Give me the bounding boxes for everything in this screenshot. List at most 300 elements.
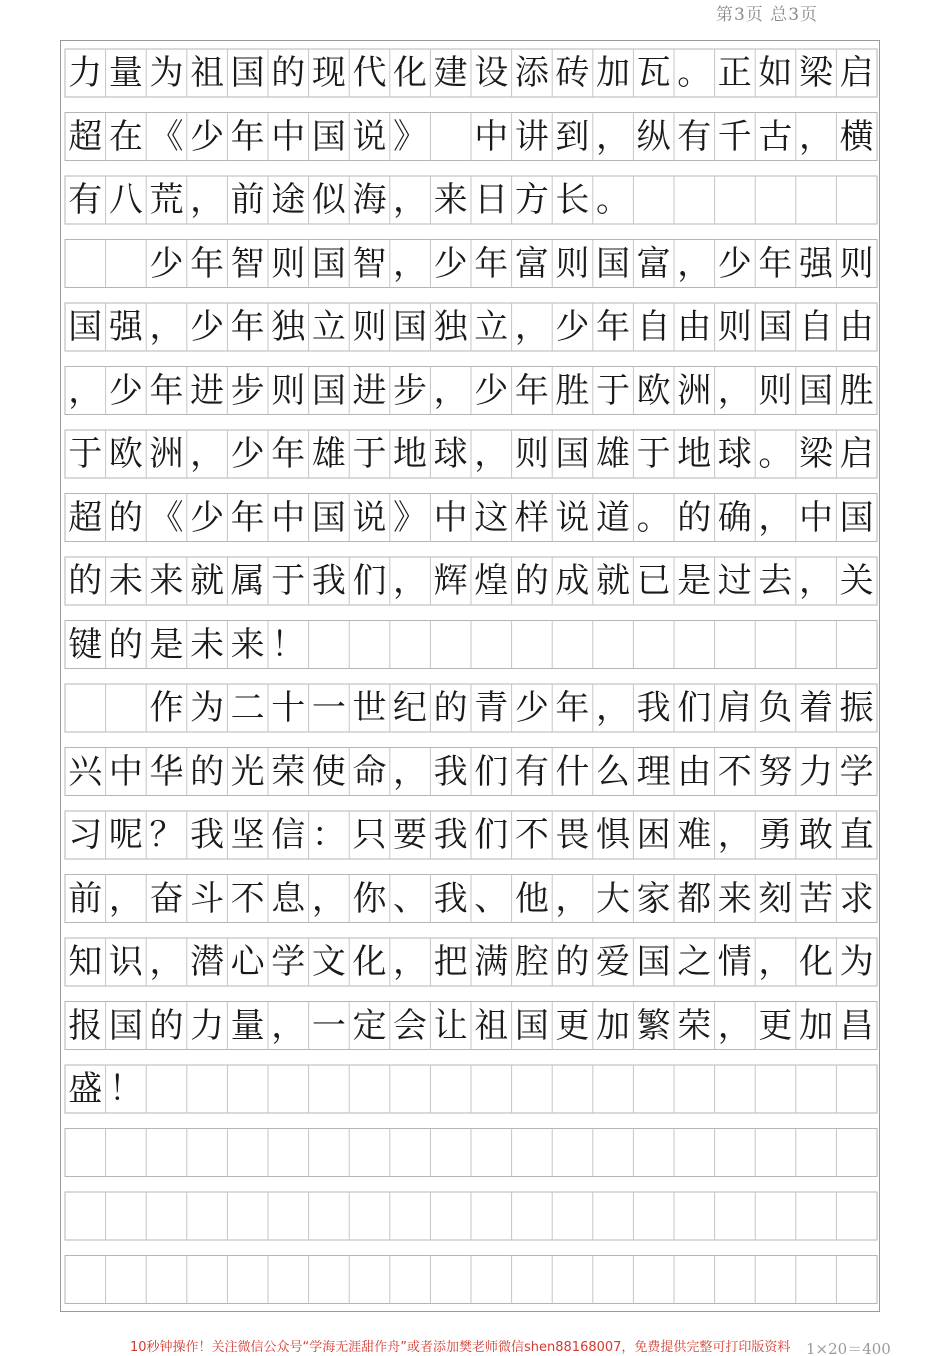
essay-row — [65, 621, 877, 669]
grid-cell — [674, 176, 715, 224]
grid-cell — [106, 1256, 147, 1304]
grid-cell: 的 — [108, 497, 143, 538]
grid-cell — [268, 1129, 309, 1177]
grid-cell: 球 — [717, 434, 752, 474]
grid-cell: 智 — [230, 243, 265, 284]
grid-cell: 少 — [230, 434, 265, 474]
grid-cell: 来 — [433, 180, 468, 220]
grid-cell: 成 — [555, 561, 590, 601]
grid-cell — [836, 1065, 877, 1113]
grid-cell: 化 — [798, 942, 833, 982]
grid-cell: 只 — [352, 815, 387, 855]
grid-cell — [552, 1192, 593, 1240]
grid-cell: 学 — [839, 751, 874, 792]
grid-cell: 报 — [68, 1005, 103, 1046]
grid-cell — [796, 621, 837, 669]
grid-cell: 为 — [149, 53, 184, 93]
grid-cell — [309, 1256, 350, 1304]
grid-cell: 于 — [271, 561, 306, 601]
grid-cell: 定 — [352, 1005, 387, 1046]
grid-cell: 这 — [474, 497, 509, 538]
grid-cell: 代 — [352, 53, 387, 93]
grid-cell: 十 — [271, 688, 306, 728]
grid-cell: 力 — [190, 1005, 225, 1046]
grid-cell: 添 — [514, 53, 549, 93]
grid-cell — [430, 1256, 471, 1304]
grid-cell — [268, 1065, 309, 1113]
grid-cell: 、 — [393, 878, 428, 919]
grid-cell — [471, 621, 512, 669]
grid-cell: 。 — [758, 434, 793, 474]
grid-cell: 于 — [636, 434, 671, 474]
composition-grid-paper — [60, 40, 880, 1312]
grid-cell: 加 — [596, 53, 631, 93]
grid-cell: 少 — [514, 688, 549, 728]
grid-cell — [836, 1129, 877, 1177]
grid-cell: 地 — [677, 434, 712, 474]
grid-cell — [187, 1065, 228, 1113]
grid-cell: 困 — [636, 815, 671, 855]
grid-cell: 少 — [474, 370, 509, 411]
grid-cell: 砖 — [555, 53, 590, 93]
grid-cell: ， — [596, 116, 631, 157]
grid-cell: 刻 — [758, 878, 793, 919]
grid-cell: 呢 — [108, 815, 143, 855]
grid-cell: ， — [717, 370, 752, 411]
grid-cell: 知 — [68, 942, 103, 982]
grid-cell: 国 — [311, 116, 346, 157]
essay-row — [65, 938, 877, 986]
grid-cell: 大 — [596, 878, 631, 919]
grid-cell: 国 — [68, 307, 103, 347]
grid-cell: 于 — [352, 434, 387, 474]
grid-cell: 进 — [352, 370, 387, 411]
grid-cell — [187, 1129, 228, 1177]
grid-cell: 辉 — [433, 561, 468, 601]
grid-cell — [65, 240, 106, 288]
grid-cell — [390, 1192, 431, 1240]
grid-cell — [349, 1256, 390, 1304]
grid-cell — [309, 1192, 350, 1240]
grid-cell — [593, 1065, 634, 1113]
grid-cell — [796, 1065, 837, 1113]
grid-cell: 。 — [596, 180, 631, 220]
grid-cell: 为 — [839, 942, 874, 982]
grid-cell: 说 — [555, 497, 590, 538]
grid-cell: 情 — [717, 942, 752, 982]
grid-cell — [633, 1256, 674, 1304]
grid-cell: 我 — [433, 878, 468, 919]
grid-cell: 海 — [352, 180, 387, 220]
grid-cell — [268, 1256, 309, 1304]
grid-cell: 前 — [68, 878, 103, 919]
grid-cell: 们 — [474, 815, 509, 855]
grid-cell: 坚 — [230, 815, 265, 855]
grid-cell: 荣 — [271, 751, 306, 792]
grid-cell: 来 — [230, 624, 265, 665]
grid-cell — [430, 1192, 471, 1240]
grid-cell: 设 — [474, 53, 509, 93]
essay-row — [65, 113, 877, 161]
grid-cell: 已 — [636, 561, 671, 601]
grid-cell — [309, 621, 350, 669]
grid-cell: 立 — [311, 307, 346, 347]
grid-cell: 惧 — [596, 815, 631, 855]
grid-cell — [390, 1065, 431, 1113]
grid-count-label: 1×20＝400 — [806, 1340, 891, 1356]
grid-cell — [593, 1192, 634, 1240]
grid-cell: ， — [393, 180, 428, 220]
grid-cell: 现 — [311, 53, 346, 93]
grid-cell: 我 — [433, 751, 468, 792]
essay-row — [65, 494, 877, 542]
grid-cell — [430, 621, 471, 669]
grid-cell: 的 — [677, 497, 712, 538]
grid-cell: 有 — [677, 116, 712, 157]
grid-cell — [674, 1129, 715, 1177]
grid-cell: ， — [149, 942, 184, 982]
grid-cell — [146, 1065, 187, 1113]
grid-cell: 世 — [352, 688, 387, 728]
grid-cell — [349, 621, 390, 669]
grid-cell: 说 — [352, 116, 387, 157]
grid-cell — [674, 1065, 715, 1113]
grid-cell: 少 — [149, 243, 184, 284]
grid-cell: 梁 — [798, 434, 833, 474]
grid-cell: 国 — [636, 942, 671, 982]
essay-row — [65, 1256, 877, 1304]
grid-cell: 国 — [514, 1005, 549, 1046]
grid-cell — [715, 621, 756, 669]
grid-cell: 奋 — [149, 878, 184, 919]
grid-cell — [674, 1192, 715, 1240]
grid-cell — [349, 1129, 390, 1177]
grid-cell — [633, 176, 674, 224]
essay-row — [65, 240, 877, 288]
grid-cell — [633, 1192, 674, 1240]
grid-cell: 则 — [352, 307, 387, 347]
essay-row — [65, 1002, 877, 1050]
grid-cell — [430, 1065, 471, 1113]
grid-cell: 的 — [271, 53, 306, 93]
grid-cell — [106, 684, 147, 732]
grid-cell — [796, 1192, 837, 1240]
grid-cell: 少 — [190, 307, 225, 347]
grid-cell: 国 — [311, 497, 346, 538]
grid-cell: ， — [190, 434, 225, 474]
grid-cell: 年 — [190, 243, 225, 284]
grid-cell: 胜 — [839, 370, 874, 411]
grid-cell — [106, 1129, 147, 1177]
grid-cell: 之 — [677, 942, 712, 982]
grid-cell — [471, 1129, 512, 1177]
grid-cell: 苦 — [798, 878, 833, 919]
grid-cell: 都 — [677, 878, 712, 919]
grid-cell: 国 — [393, 307, 428, 347]
grid-cell — [552, 621, 593, 669]
grid-cell: 我 — [433, 815, 468, 855]
grid-cell: 为 — [190, 688, 225, 728]
grid-cell — [227, 1256, 268, 1304]
grid-cell: 步 — [230, 370, 265, 411]
grid-cell: 直 — [839, 815, 874, 855]
grid-cell: 未 — [190, 624, 225, 665]
grid-cell: 》 — [393, 116, 428, 157]
grid-cell: 的 — [149, 1005, 184, 1046]
essay-row — [65, 811, 877, 859]
grid-cell: 勇 — [758, 815, 793, 855]
grid-cell — [309, 1065, 350, 1113]
grid-cell: 盛 — [68, 1069, 103, 1109]
grid-cell — [65, 1256, 106, 1304]
grid-cell: ， — [311, 878, 346, 919]
grid-cell: 要 — [393, 815, 428, 855]
grid-cell — [593, 1129, 634, 1177]
grid-cell: 昌 — [839, 1005, 874, 1046]
grid-cell — [65, 684, 106, 732]
grid-cell: 化 — [352, 942, 387, 982]
essay-row — [65, 1192, 877, 1240]
grid-cell — [755, 1129, 796, 1177]
grid-cell: 自 — [636, 307, 671, 347]
grid-cell — [268, 1192, 309, 1240]
grid-cell: 则 — [758, 370, 793, 411]
grid-cell: 。 — [636, 497, 671, 538]
grid-cell: 于 — [596, 370, 631, 411]
grid-cell: 年 — [596, 307, 631, 347]
grid-cell: 求 — [839, 878, 874, 919]
grid-cell — [227, 1129, 268, 1177]
grid-cell: 潜 — [190, 942, 225, 982]
grid-cell: 《 — [149, 116, 184, 157]
grid-cell: ？ — [149, 815, 184, 855]
grid-cell: 年 — [230, 116, 265, 157]
grid-cell: 兴 — [68, 751, 103, 792]
grid-cell: 的 — [190, 751, 225, 792]
grid-cell: 理 — [636, 751, 671, 792]
grid-cell: 年 — [230, 307, 265, 347]
grid-cell: 自 — [798, 307, 833, 347]
grid-cell: 强 — [108, 307, 143, 347]
grid-cell: 满 — [474, 942, 509, 982]
grid-cell: 年 — [149, 370, 184, 411]
grid-cell: 他 — [514, 878, 549, 919]
grid-cell: 的 — [68, 561, 103, 601]
grid-cell: 你 — [352, 878, 387, 919]
grid-cell: 们 — [352, 561, 387, 601]
essay-row — [65, 875, 877, 923]
grid-cell: 振 — [839, 688, 874, 728]
grid-cell: 有 — [514, 751, 549, 792]
grid-cell: 超 — [68, 497, 103, 538]
grid-cell: 于 — [68, 434, 103, 474]
grid-cell: 年 — [230, 497, 265, 538]
grid-cell — [755, 1256, 796, 1304]
grid-cell — [106, 240, 147, 288]
grid-cell: ， — [596, 688, 631, 728]
grid-cell: 中 — [271, 116, 306, 157]
grid-cell: 命 — [352, 751, 387, 792]
grid-cell: 富 — [514, 243, 549, 284]
grid-cell: 力 — [798, 751, 833, 792]
grid-cell: 则 — [839, 243, 874, 284]
grid-cell — [512, 1129, 553, 1177]
essay-row — [65, 367, 877, 415]
grid-cell — [755, 176, 796, 224]
grid-cell: 国 — [839, 497, 874, 538]
grid-cell: 把 — [433, 942, 468, 982]
grid-cell: ， — [758, 942, 793, 982]
grid-cell: 正 — [717, 53, 752, 93]
grid-cell — [796, 176, 837, 224]
grid-cell — [836, 176, 877, 224]
grid-cell: 敢 — [798, 815, 833, 855]
grid-cell: 雄 — [596, 434, 631, 474]
grid-cell: 由 — [677, 751, 712, 792]
grid-cell: 更 — [758, 1005, 793, 1046]
grid-cell — [796, 1256, 837, 1304]
grid-cell — [65, 1129, 106, 1177]
grid-cell — [715, 176, 756, 224]
grid-cell: 日 — [474, 180, 509, 220]
grid-cell: 说 — [352, 497, 387, 538]
grid-cell: 有 — [68, 180, 103, 220]
grid-cell: 去 — [758, 561, 793, 601]
grid-cell — [836, 621, 877, 669]
grid-cell: 到 — [555, 116, 590, 157]
grid-cell: 。 — [677, 53, 712, 93]
grid-cell — [715, 1129, 756, 1177]
grid-cell: ， — [433, 370, 468, 411]
grid-cell — [593, 621, 634, 669]
grid-cell — [715, 1256, 756, 1304]
grid-cell: 长 — [555, 180, 590, 220]
grid-cell: 不 — [514, 815, 549, 855]
grid-cell: 一 — [311, 1005, 346, 1046]
grid-cell: 一 — [311, 688, 346, 728]
grid-cell: 少 — [108, 370, 143, 411]
grid-cell: 关 — [839, 561, 874, 601]
grid-cell: ， — [758, 497, 793, 538]
grid-cell: 在 — [108, 116, 143, 157]
grid-cell — [633, 621, 674, 669]
grid-cell: 富 — [636, 243, 671, 284]
grid-cell: 的 — [433, 688, 468, 728]
grid-cell: 习 — [68, 815, 103, 855]
grid-cell: 加 — [798, 1005, 833, 1046]
grid-cell: 量 — [108, 53, 143, 93]
grid-cell: ， — [393, 942, 428, 982]
grid-cell: 由 — [839, 307, 874, 347]
grid-cell — [633, 1129, 674, 1177]
grid-cell: 我 — [311, 561, 346, 601]
grid-cell: ， — [555, 878, 590, 919]
grid-cell — [146, 1256, 187, 1304]
grid-cell: 由 — [677, 307, 712, 347]
grid-cell — [796, 1129, 837, 1177]
essay-row — [65, 557, 877, 605]
grid-cell: 千 — [717, 116, 752, 157]
grid-cell: 让 — [433, 1005, 468, 1046]
grid-cell: ， — [271, 1005, 306, 1046]
grid-cell — [187, 1192, 228, 1240]
grid-cell: 讲 — [514, 116, 549, 157]
grid-cell: 前 — [230, 180, 265, 220]
grid-cell: ， — [149, 307, 184, 347]
grid-cell: 华 — [149, 751, 184, 792]
grid-cell: 努 — [758, 751, 793, 792]
grid-cell: 中 — [271, 497, 306, 538]
grid-cell: ， — [393, 243, 428, 284]
grid-cell: 纪 — [393, 688, 428, 728]
grid-cell: 量 — [230, 1005, 265, 1046]
grid-cell: 欧 — [108, 434, 143, 474]
grid-cell: 是 — [677, 561, 712, 601]
essay-row — [65, 303, 877, 351]
grid-cell: 横 — [839, 116, 874, 157]
grid-cell: 洲 — [677, 370, 712, 411]
grid-cell — [390, 1129, 431, 1177]
grid-cell: ， — [514, 307, 549, 347]
grid-cell: 腔 — [514, 942, 549, 982]
grid-cell: 》 — [393, 497, 428, 538]
grid-cell — [755, 1192, 796, 1240]
grid-cell: 国 — [311, 370, 346, 411]
grid-cell: 少 — [717, 243, 752, 284]
grid-cell: 斗 — [190, 878, 225, 919]
grid-cell: 立 — [474, 307, 509, 347]
grid-cell: 青 — [474, 688, 509, 728]
grid-cell: ， — [393, 561, 428, 601]
grid-cell: 年 — [271, 434, 306, 474]
grid-cell: 的 — [555, 942, 590, 982]
grid-cell: 荒 — [149, 180, 184, 220]
grid-cell: 洲 — [149, 434, 184, 474]
grid-cell — [146, 1129, 187, 1177]
grid-cell: 雄 — [311, 434, 346, 474]
grid-cell: 家 — [636, 878, 671, 919]
grid-cell — [512, 621, 553, 669]
grid-cell: 么 — [596, 751, 631, 792]
grid-cell: 八 — [108, 180, 143, 220]
grid-cell: 学 — [271, 942, 306, 982]
grid-cell: 少 — [555, 307, 590, 347]
grid-cell — [471, 1256, 512, 1304]
grid-cell — [227, 1065, 268, 1113]
grid-cell: ， — [717, 1005, 752, 1046]
grid-cell: 独 — [433, 307, 468, 347]
grid-cell: 爱 — [596, 942, 631, 982]
grid-cell: 化 — [393, 53, 428, 93]
grid-cell: 息 — [271, 878, 306, 919]
grid-cell — [633, 1065, 674, 1113]
grid-cell: 祖 — [474, 1005, 509, 1046]
grid-cell — [755, 1065, 796, 1113]
grid-cell — [471, 1065, 512, 1113]
grid-cell: 未 — [108, 561, 143, 601]
grid-cell: 作 — [149, 688, 184, 728]
grid-cell — [674, 1256, 715, 1304]
grid-cell: 来 — [149, 561, 184, 601]
grid-cell: 祖 — [190, 53, 225, 93]
grid-cell: 加 — [596, 1005, 631, 1046]
grid-cell: 会 — [393, 1005, 428, 1046]
grid-cell: 步 — [393, 370, 428, 411]
essay-row — [65, 684, 877, 732]
grid-cell: 欧 — [636, 370, 671, 411]
grid-cell: 少 — [190, 497, 225, 538]
grid-cell — [65, 1192, 106, 1240]
